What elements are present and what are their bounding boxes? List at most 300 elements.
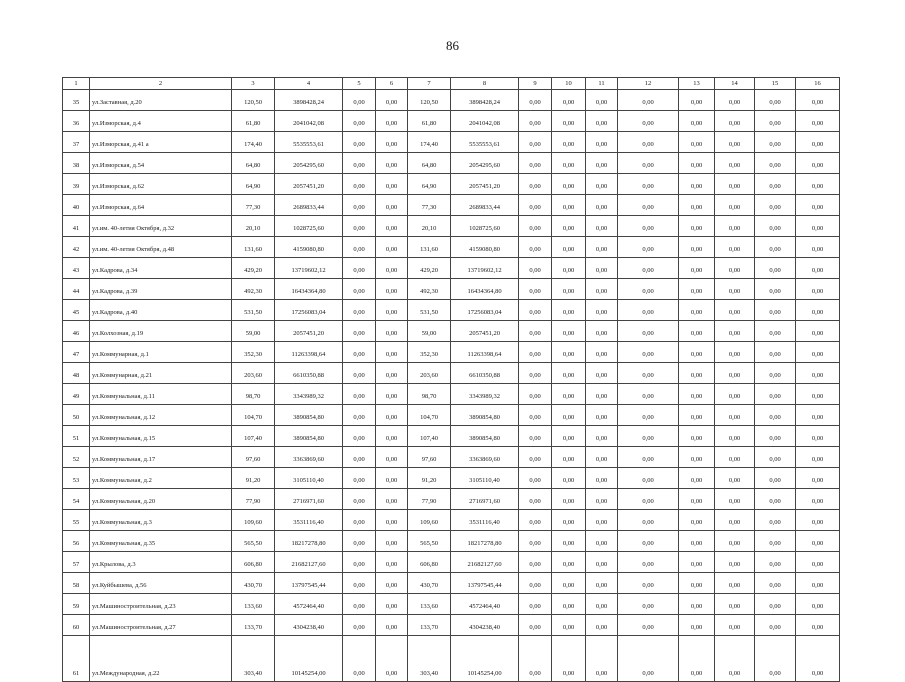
- table-cell: 0,00: [376, 468, 408, 489]
- table-cell: 0,00: [715, 405, 755, 426]
- table-cell: 0,00: [552, 279, 586, 300]
- table-cell: 4572464,40: [275, 594, 343, 615]
- table-cell: 0,00: [715, 573, 755, 594]
- table-cell: 0,00: [618, 195, 679, 216]
- table-cell: 91,20: [232, 468, 275, 489]
- table-cell: 0,00: [552, 447, 586, 468]
- table-cell: 0,00: [755, 447, 796, 468]
- table-cell: 0,00: [715, 468, 755, 489]
- table-cell: 133,70: [232, 615, 275, 636]
- table-cell: 0,00: [343, 636, 376, 682]
- address-cell: ул.Изморская, д.54: [90, 153, 232, 174]
- table-cell: 0,00: [586, 132, 618, 153]
- table-cell: 0,00: [715, 531, 755, 552]
- table-cell: 0,00: [618, 153, 679, 174]
- table-cell: 0,00: [755, 384, 796, 405]
- table-cell: 0,00: [755, 237, 796, 258]
- table-cell: 91,20: [408, 468, 451, 489]
- table-cell: 0,00: [519, 447, 552, 468]
- table-cell: 0,00: [796, 384, 840, 405]
- table-cell: 0,00: [679, 636, 715, 682]
- table-cell: 0,00: [586, 363, 618, 384]
- table-cell: 303,40: [408, 636, 451, 682]
- table-cell: 0,00: [376, 636, 408, 682]
- table-cell: 13797545,44: [451, 573, 519, 594]
- address-cell: ул.Заставная, д.20: [90, 90, 232, 111]
- table-cell: 1028725,60: [451, 216, 519, 237]
- table-cell: 0,00: [755, 216, 796, 237]
- table-cell: 0,00: [755, 111, 796, 132]
- table-cell: 64,80: [232, 153, 275, 174]
- table-cell: 46: [63, 321, 90, 342]
- table-cell: 1028725,60: [275, 216, 343, 237]
- table-row: [63, 258, 840, 279]
- table-cell: 0,00: [679, 153, 715, 174]
- table-cell: 3363869,60: [451, 447, 519, 468]
- table-row: [63, 153, 840, 174]
- table-cell: 0,00: [755, 132, 796, 153]
- table-cell: 0,00: [586, 279, 618, 300]
- table-cell: 36: [63, 111, 90, 132]
- table-cell: 0,00: [618, 468, 679, 489]
- table-cell: 0,00: [755, 468, 796, 489]
- table-cell: 0,00: [796, 111, 840, 132]
- table-cell: 174,40: [232, 132, 275, 153]
- table-cell: 0,00: [376, 363, 408, 384]
- table-cell: 0,00: [755, 510, 796, 531]
- table-cell: 0,00: [552, 174, 586, 195]
- address-cell: ул.Колхозная, д.19: [90, 321, 232, 342]
- table-cell: 3363869,60: [275, 447, 343, 468]
- table-cell: 61: [63, 636, 90, 682]
- table-cell: 0,00: [679, 405, 715, 426]
- table-cell: 0,00: [618, 615, 679, 636]
- table-cell: 0,00: [618, 363, 679, 384]
- table-cell: 0,00: [552, 237, 586, 258]
- table-cell: 0,00: [618, 258, 679, 279]
- table-cell: 0,00: [519, 321, 552, 342]
- table-cell: 0,00: [715, 132, 755, 153]
- table-cell: 0,00: [552, 573, 586, 594]
- table-cell: 0,00: [715, 321, 755, 342]
- table-cell: 0,00: [552, 132, 586, 153]
- table-cell: 0,00: [552, 552, 586, 573]
- table-cell: 0,00: [679, 363, 715, 384]
- table-cell: 0,00: [796, 426, 840, 447]
- table-cell: 0,00: [755, 426, 796, 447]
- table-cell: 0,00: [679, 258, 715, 279]
- table-cell: 11263398,64: [275, 342, 343, 363]
- table-cell: 0,00: [796, 132, 840, 153]
- table-cell: 0,00: [552, 216, 586, 237]
- table-cell: 352,30: [408, 342, 451, 363]
- address-cell: ул.им. 40-летия Октября, д.32: [90, 216, 232, 237]
- table-row: [63, 300, 840, 321]
- table-cell: 2057451,20: [451, 174, 519, 195]
- table-cell: 3890854,80: [451, 426, 519, 447]
- table-cell: 0,00: [519, 384, 552, 405]
- column-header: 15: [755, 78, 796, 90]
- address-cell: ул.Кадрова, д.34: [90, 258, 232, 279]
- table-cell: 0,00: [376, 405, 408, 426]
- table-cell: 0,00: [755, 363, 796, 384]
- table-cell: 606,80: [408, 552, 451, 573]
- table-cell: 0,00: [343, 531, 376, 552]
- column-header: 11: [586, 78, 618, 90]
- table-cell: 133,70: [408, 615, 451, 636]
- table-cell: 0,00: [796, 573, 840, 594]
- table-cell: 0,00: [376, 573, 408, 594]
- table-cell: 0,00: [618, 132, 679, 153]
- table-cell: 60: [63, 615, 90, 636]
- table-cell: 0,00: [343, 342, 376, 363]
- table-cell: 109,60: [232, 510, 275, 531]
- table-cell: 0,00: [343, 321, 376, 342]
- table-cell: 3105110,40: [275, 468, 343, 489]
- table-cell: 0,00: [552, 531, 586, 552]
- table-cell: 0,00: [715, 636, 755, 682]
- address-cell: ул.Коммунальная, д.2: [90, 468, 232, 489]
- address-cell: ул.Коммунальная, д.35: [90, 531, 232, 552]
- table-cell: 57: [63, 552, 90, 573]
- table-row: [63, 195, 840, 216]
- column-header: 12: [618, 78, 679, 90]
- table-cell: 0,00: [519, 90, 552, 111]
- table-cell: 0,00: [715, 384, 755, 405]
- table-cell: 17256083,04: [275, 300, 343, 321]
- table-cell: 13719602,12: [451, 258, 519, 279]
- column-header: 9: [519, 78, 552, 90]
- table-cell: 0,00: [715, 489, 755, 510]
- address-cell: ул.Коммунальная, д.15: [90, 426, 232, 447]
- table-cell: 0,00: [586, 342, 618, 363]
- table-cell: 0,00: [679, 384, 715, 405]
- table-cell: 56: [63, 531, 90, 552]
- table-cell: 0,00: [618, 447, 679, 468]
- table-cell: 352,30: [232, 342, 275, 363]
- table-cell: 0,00: [755, 405, 796, 426]
- table-cell: 0,00: [796, 552, 840, 573]
- table-cell: 0,00: [552, 300, 586, 321]
- table-cell: 0,00: [796, 489, 840, 510]
- table-cell: 0,00: [586, 216, 618, 237]
- table-cell: 0,00: [343, 447, 376, 468]
- table-cell: 0,00: [755, 174, 796, 195]
- table-cell: 0,00: [618, 216, 679, 237]
- table-row: [63, 636, 840, 682]
- table-cell: 0,00: [343, 195, 376, 216]
- table-cell: 0,00: [618, 510, 679, 531]
- table-cell: 0,00: [376, 489, 408, 510]
- table-cell: 0,00: [796, 321, 840, 342]
- table-cell: 0,00: [755, 342, 796, 363]
- table-cell: 0,00: [679, 615, 715, 636]
- column-header: 7: [408, 78, 451, 90]
- table-row: [63, 510, 840, 531]
- table-cell: 131,60: [408, 237, 451, 258]
- table-cell: 0,00: [376, 426, 408, 447]
- table-cell: 0,00: [715, 363, 755, 384]
- table-cell: 35: [63, 90, 90, 111]
- table-cell: 0,00: [755, 636, 796, 682]
- table-cell: 53: [63, 468, 90, 489]
- table-cell: 0,00: [796, 636, 840, 682]
- table-cell: 0,00: [755, 552, 796, 573]
- table-cell: 98,70: [232, 384, 275, 405]
- table-cell: 0,00: [552, 426, 586, 447]
- table-cell: 0,00: [376, 237, 408, 258]
- table-cell: 0,00: [796, 237, 840, 258]
- table-cell: 0,00: [796, 195, 840, 216]
- address-cell: ул.Международная, д.22: [90, 636, 232, 682]
- table-cell: 0,00: [519, 342, 552, 363]
- table-cell: 2716971,60: [451, 489, 519, 510]
- table-cell: 0,00: [618, 174, 679, 195]
- table-cell: 0,00: [715, 594, 755, 615]
- table-cell: 531,50: [232, 300, 275, 321]
- address-cell: ул.Крылова, д.3: [90, 552, 232, 573]
- table-cell: 0,00: [376, 615, 408, 636]
- table-cell: 0,00: [519, 153, 552, 174]
- table-cell: 52: [63, 447, 90, 468]
- table-cell: 133,60: [232, 594, 275, 615]
- table-cell: 131,60: [232, 237, 275, 258]
- table-cell: 0,00: [376, 531, 408, 552]
- table-row: [63, 90, 840, 111]
- table-cell: 429,20: [408, 258, 451, 279]
- table-cell: 0,00: [715, 342, 755, 363]
- table-cell: 0,00: [755, 279, 796, 300]
- table-cell: 0,00: [343, 216, 376, 237]
- table-cell: 0,00: [755, 594, 796, 615]
- table-cell: 16434364,80: [275, 279, 343, 300]
- table-cell: 0,00: [618, 279, 679, 300]
- table-cell: 0,00: [618, 573, 679, 594]
- table-cell: 0,00: [796, 216, 840, 237]
- table-cell: 0,00: [586, 615, 618, 636]
- table-cell: 0,00: [519, 363, 552, 384]
- column-header: 1: [63, 78, 90, 90]
- table-cell: 0,00: [679, 342, 715, 363]
- table-cell: 203,60: [408, 363, 451, 384]
- table-cell: 0,00: [679, 132, 715, 153]
- table-cell: 0,00: [376, 90, 408, 111]
- table-cell: 0,00: [552, 636, 586, 682]
- table-cell: 0,00: [376, 510, 408, 531]
- table-cell: 0,00: [796, 615, 840, 636]
- table-cell: 0,00: [343, 237, 376, 258]
- table-cell: 0,00: [679, 489, 715, 510]
- table-cell: 77,90: [232, 489, 275, 510]
- table-cell: 3890854,80: [451, 405, 519, 426]
- address-cell: ул.Коммунальная, д.12: [90, 405, 232, 426]
- table-cell: 54: [63, 489, 90, 510]
- table-cell: 0,00: [796, 468, 840, 489]
- table-cell: 0,00: [679, 426, 715, 447]
- table-cell: 0,00: [519, 237, 552, 258]
- table-row: [63, 132, 840, 153]
- table-cell: 0,00: [755, 531, 796, 552]
- table-cell: 0,00: [552, 363, 586, 384]
- table-row: [63, 552, 840, 573]
- table-cell: 0,00: [715, 300, 755, 321]
- table-cell: 0,00: [618, 636, 679, 682]
- table-cell: 0,00: [552, 321, 586, 342]
- table-cell: 0,00: [519, 258, 552, 279]
- table-cell: 0,00: [715, 426, 755, 447]
- table-cell: 0,00: [715, 279, 755, 300]
- table-cell: 133,60: [408, 594, 451, 615]
- address-cell: ул.Коммунальная, д.20: [90, 489, 232, 510]
- column-header: 4: [275, 78, 343, 90]
- table-cell: 0,00: [343, 468, 376, 489]
- table-cell: 59,00: [408, 321, 451, 342]
- table-cell: 0,00: [552, 258, 586, 279]
- table-cell: 3343989,32: [275, 384, 343, 405]
- table-cell: 0,00: [679, 447, 715, 468]
- table-cell: 0,00: [618, 531, 679, 552]
- table-cell: 0,00: [376, 132, 408, 153]
- table-cell: 0,00: [519, 510, 552, 531]
- table-cell: 0,00: [376, 153, 408, 174]
- table-cell: 40: [63, 195, 90, 216]
- table-cell: 3890854,80: [275, 405, 343, 426]
- table-cell: 0,00: [343, 573, 376, 594]
- table-cell: 64,90: [232, 174, 275, 195]
- table-cell: 0,00: [519, 174, 552, 195]
- address-cell: ул.Изморская, д.62: [90, 174, 232, 195]
- table-cell: 0,00: [586, 405, 618, 426]
- table-cell: 21682127,60: [275, 552, 343, 573]
- table-row: [63, 384, 840, 405]
- table-cell: 0,00: [679, 594, 715, 615]
- table-cell: 5535553,61: [275, 132, 343, 153]
- table-cell: 98,70: [408, 384, 451, 405]
- table-cell: 0,00: [552, 384, 586, 405]
- table-cell: 4304238,40: [451, 615, 519, 636]
- table-cell: 2054295,60: [451, 153, 519, 174]
- table-cell: 0,00: [343, 153, 376, 174]
- table-cell: 50: [63, 405, 90, 426]
- table-cell: 0,00: [586, 111, 618, 132]
- table-cell: 0,00: [376, 300, 408, 321]
- table-cell: 120,50: [408, 90, 451, 111]
- table-cell: 0,00: [796, 363, 840, 384]
- table-cell: 2716971,60: [275, 489, 343, 510]
- table-cell: 44: [63, 279, 90, 300]
- table-cell: 0,00: [796, 279, 840, 300]
- table-cell: 0,00: [586, 552, 618, 573]
- table-row: [63, 237, 840, 258]
- table-cell: 0,00: [519, 636, 552, 682]
- table-cell: 0,00: [755, 195, 796, 216]
- table-cell: 0,00: [376, 195, 408, 216]
- table-cell: 107,40: [408, 426, 451, 447]
- table-cell: 97,60: [408, 447, 451, 468]
- table-cell: 0,00: [679, 237, 715, 258]
- table-cell: 0,00: [376, 216, 408, 237]
- table-cell: 0,00: [376, 321, 408, 342]
- table-cell: 0,00: [755, 153, 796, 174]
- table-cell: 47: [63, 342, 90, 363]
- table-cell: 3898428,24: [451, 90, 519, 111]
- table-cell: 429,20: [232, 258, 275, 279]
- table-row: [63, 342, 840, 363]
- table-cell: 0,00: [796, 342, 840, 363]
- table-cell: 0,00: [715, 237, 755, 258]
- table-cell: 0,00: [552, 405, 586, 426]
- table-cell: 5535553,61: [451, 132, 519, 153]
- table-cell: 565,50: [408, 531, 451, 552]
- table-cell: 4304238,40: [275, 615, 343, 636]
- table-cell: 49: [63, 384, 90, 405]
- table-cell: 0,00: [519, 552, 552, 573]
- column-header: 6: [376, 78, 408, 90]
- table-cell: 0,00: [519, 531, 552, 552]
- table-cell: 0,00: [376, 552, 408, 573]
- table-cell: 0,00: [519, 405, 552, 426]
- table-cell: 4572464,40: [451, 594, 519, 615]
- table-cell: 0,00: [519, 279, 552, 300]
- table-cell: 0,00: [586, 321, 618, 342]
- table-cell: 11263398,64: [451, 342, 519, 363]
- table-cell: 0,00: [796, 153, 840, 174]
- address-cell: ул.Коммунарная, д.1: [90, 342, 232, 363]
- table-cell: 0,00: [618, 300, 679, 321]
- column-header: 14: [715, 78, 755, 90]
- table-cell: 0,00: [679, 552, 715, 573]
- address-cell: ул.Кадрова, д.40: [90, 300, 232, 321]
- table-row: [63, 174, 840, 195]
- table-cell: 0,00: [552, 510, 586, 531]
- table-cell: 38: [63, 153, 90, 174]
- table-row: [63, 321, 840, 342]
- table-cell: 61,80: [232, 111, 275, 132]
- table-cell: 2054295,60: [275, 153, 343, 174]
- table-cell: 43: [63, 258, 90, 279]
- table-cell: 48: [63, 363, 90, 384]
- table-cell: 0,00: [586, 174, 618, 195]
- table-cell: 0,00: [552, 594, 586, 615]
- table-cell: 0,00: [679, 90, 715, 111]
- table-cell: 0,00: [796, 405, 840, 426]
- table-cell: 0,00: [343, 552, 376, 573]
- table-cell: 0,00: [715, 195, 755, 216]
- table-cell: 0,00: [343, 258, 376, 279]
- table-cell: 565,50: [232, 531, 275, 552]
- table-cell: 0,00: [586, 447, 618, 468]
- table-cell: 0,00: [755, 90, 796, 111]
- table-cell: 0,00: [552, 615, 586, 636]
- table-cell: 77,30: [408, 195, 451, 216]
- table-cell: 0,00: [519, 132, 552, 153]
- table-cell: 64,90: [408, 174, 451, 195]
- table-cell: 0,00: [519, 573, 552, 594]
- table-cell: 0,00: [376, 258, 408, 279]
- table-cell: 0,00: [519, 594, 552, 615]
- table-cell: 20,10: [232, 216, 275, 237]
- table-cell: 0,00: [715, 258, 755, 279]
- table-cell: 492,30: [232, 279, 275, 300]
- table-cell: 20,10: [408, 216, 451, 237]
- table-cell: 13797545,44: [275, 573, 343, 594]
- table-cell: 3343989,32: [451, 384, 519, 405]
- table-cell: 0,00: [586, 195, 618, 216]
- table-cell: 18217278,80: [275, 531, 343, 552]
- table-cell: 2057451,20: [275, 174, 343, 195]
- table-cell: 0,00: [519, 111, 552, 132]
- table-cell: 41: [63, 216, 90, 237]
